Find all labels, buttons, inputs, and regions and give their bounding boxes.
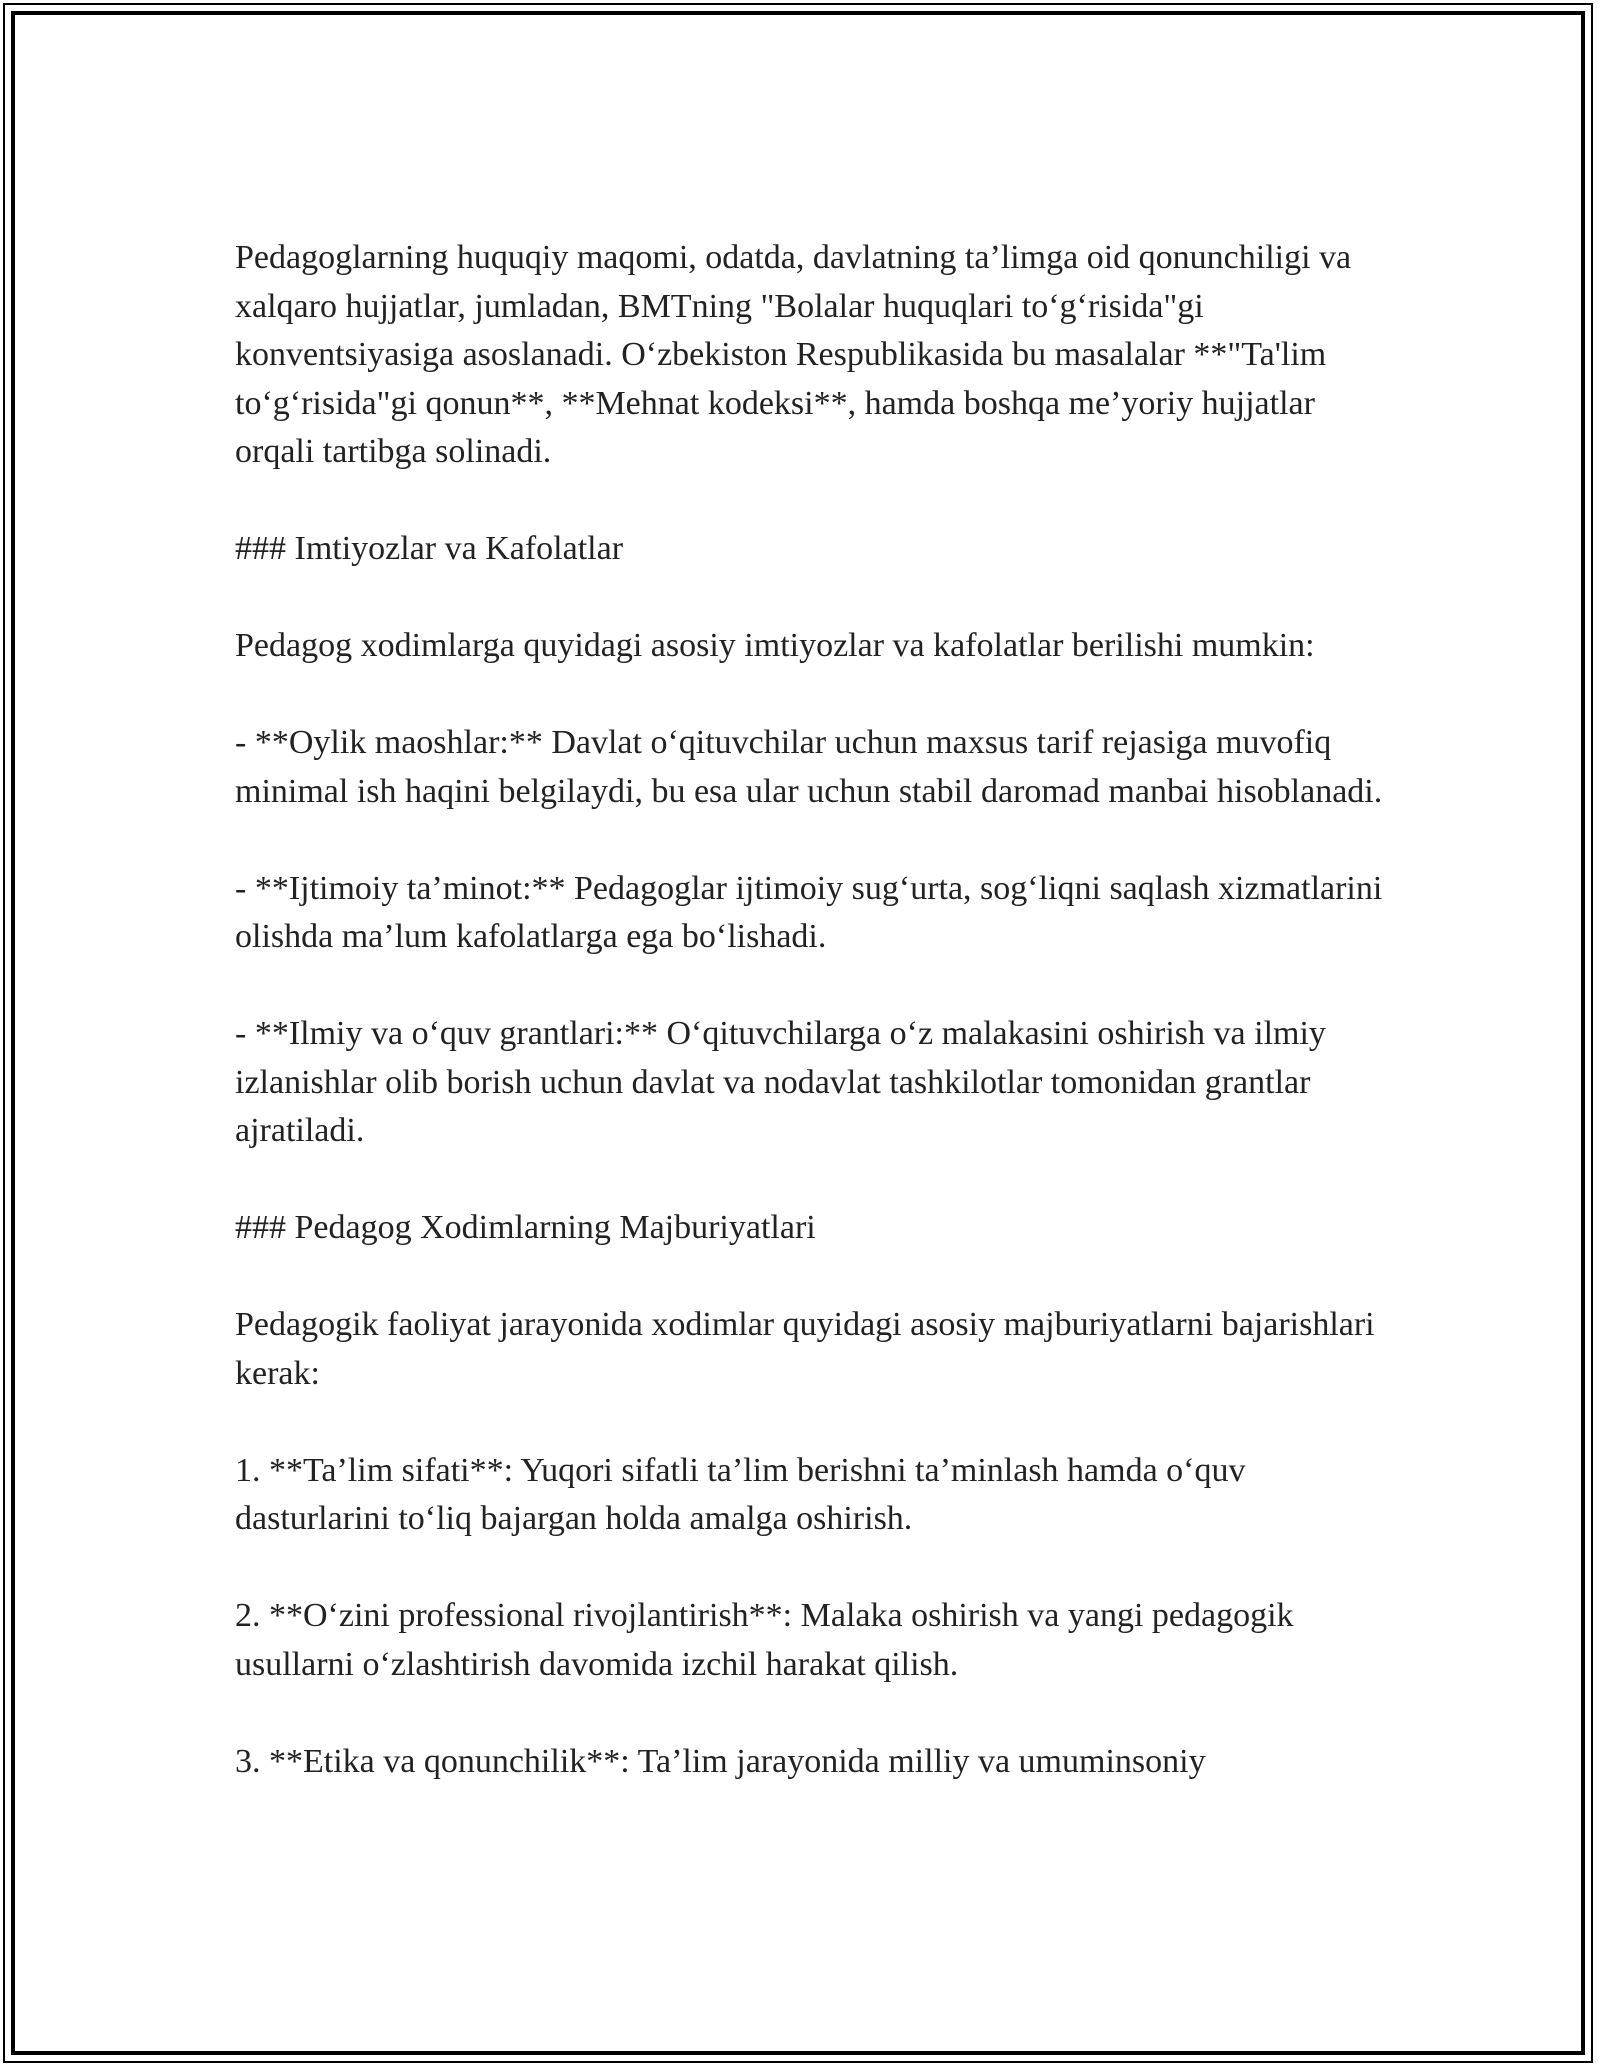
numbered-item-education-quality: 1. **Ta’lim sifati**: Yuqori sifatli ta’lim berishni ta’minlash hamda o‘quv dasturlarini to‘liq bajargan holda amalga oshirish. [235, 1451, 1246, 1537]
list-item-salaries: - **Oylik maoshlar:** Davlat o‘qituvchilar uchun maxsus tarif rejasiga muvofiq minimal ish haqini belgilaydi, bu esa ular uchun stabil daromad manbai hisoblanadi. [235, 724, 1383, 810]
heading-privileges: ### Imtiyozlar va Kafolatlar [235, 530, 624, 567]
list-item-grants: - **Ilmiy va o‘quv grantlari:** O‘qituvchilarga o‘z malakasini oshirish va ilmiy izlanishlar olib borish uchun davlat va nodavlat tashkilotlar tomonidan grantlar ajratiladi. [235, 1015, 1326, 1149]
paragraph-obligations-intro: Pedagogik faoliyat jarayonida xodimlar quyidagi asosiy majburiyatlarni bajarishlari kerak: [235, 1306, 1375, 1392]
paragraph-privileges-intro: Pedagog xodimlarga quyidagi asosiy imtiyozlar va kafolatlar berilishi mumkin: [235, 627, 1315, 664]
heading-obligations: ### Pedagog Xodimlarning Majburiyatlari [235, 1209, 816, 1246]
paragraph-legal-status: Pedagoglarning huquqiy maqomi, odatda, davlatning ta’limga oid qonunchiligi va xalqaro hujjatlar, jumladan, BMTning "Bolalar huquqlari to‘g‘risida"gi konventsiyasiga asoslanadi. O‘zbekiston Respublikasida bu masalalar **"Ta'lim to‘g‘risida"gi qonun**, **Mehnat kodeksi**, hamda boshqa me’yoriy hujjatlar orqali tartibga solinadi. [235, 239, 1352, 470]
document-body [235, 234, 1385, 1835]
numbered-item-professional-development: 2. **O‘zini professional rivojlantirish**: Malaka oshirish va yangi pedagogik usullarni o‘zlashtirish davomida izchil harakat qilish. [235, 1597, 1294, 1683]
numbered-item-ethics: 3. **Etika va qonunchilik**: Ta’lim jarayonida milliy va umuminsoniy [235, 1742, 1206, 1780]
list-item-social-security: - **Ijtimoiy ta’minot:** Pedagoglar ijtimoiy sug‘urta, sog‘liqni saqlash xizmatlarini olishda ma’lum kafolatlarga ega bo‘lishadi. [235, 869, 1383, 955]
